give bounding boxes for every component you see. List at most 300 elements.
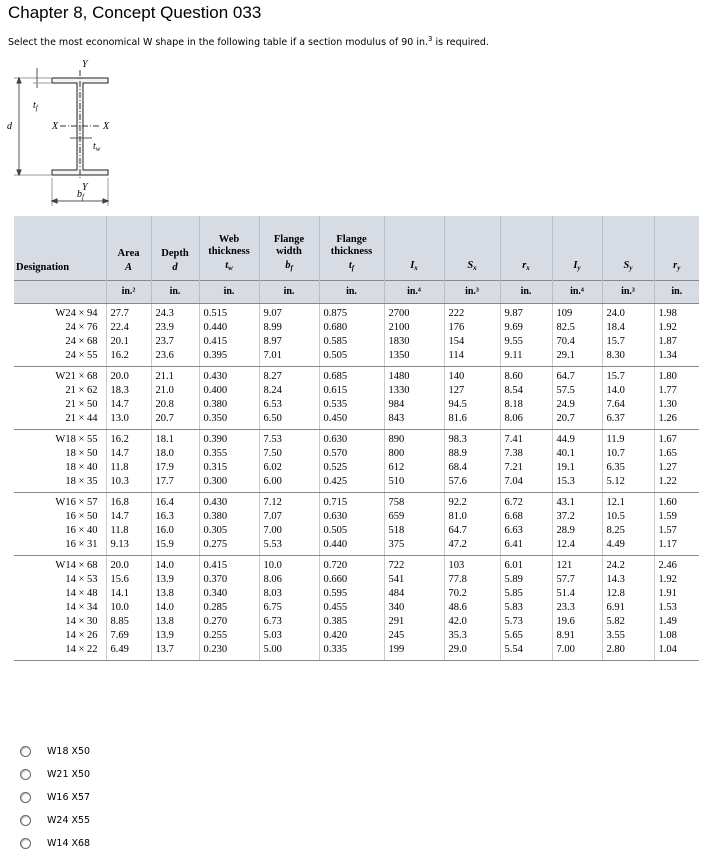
value-cell: 16.0 [151,524,199,538]
value-cell: 7.41 [500,430,552,448]
question-title: Chapter 8, Concept Question 033 [8,3,262,22]
value-cell: 109 [552,304,602,322]
designation-cell: W21 × 68 [55,371,98,382]
value-cell: 11.9 [602,430,654,448]
unit-cell: in.³ [444,281,500,304]
value-cell: 16.2 [106,349,151,367]
value-cell: 14.7 [106,447,151,461]
value-cell: 2100 [384,321,444,335]
table-row [14,304,699,322]
value-cell: 0.355 [199,447,259,461]
value-cell: 7.53 [259,430,319,448]
prompt-superscript: 3 [428,35,433,43]
bf-label: $b_f$ [77,189,84,201]
value-cell: 82.5 [552,321,602,335]
value-cell: 68.4 [444,461,500,475]
designation-cell: W14 × 68 [55,560,98,571]
column-header: Depth d [151,216,199,281]
value-cell: 6.35 [602,461,654,475]
value-cell: 44.9 [552,430,602,448]
value-cell: 5.85 [500,587,552,601]
value-cell: 8.06 [500,412,552,430]
value-cell: 98.3 [444,430,500,448]
value-cell: 19.6 [552,615,602,629]
value-cell: 1.98 [654,304,699,322]
value-cell: 64.7 [552,367,602,385]
table-row [14,510,699,524]
value-cell: 0.450 [319,412,384,430]
designation-cell: 21 × 50 [65,399,98,410]
value-cell: 8.18 [500,398,552,412]
column-header: $S_x$ [444,216,500,281]
value-cell: 0.370 [199,573,259,587]
value-cell: 51.4 [552,587,602,601]
table-row [14,430,699,448]
value-cell: 1.08 [654,629,699,643]
value-cell: 0.505 [319,349,384,367]
value-cell: 0.720 [319,556,384,574]
value-cell: 6.01 [500,556,552,574]
value-cell: 23.7 [151,335,199,349]
value-cell: 0.415 [199,335,259,349]
value-cell: 8.27 [259,367,319,385]
value-cell: 15.7 [602,335,654,349]
value-cell: 1.67 [654,430,699,448]
answer-option[interactable] [20,809,90,832]
value-cell: 1.04 [654,643,699,661]
unit-cell: in.⁴ [552,281,602,304]
value-cell: 114 [444,349,500,367]
value-cell: 12.4 [552,538,602,556]
question-prompt [8,35,489,48]
radio-button[interactable] [20,815,31,826]
value-cell: 0.300 [199,475,259,493]
value-cell: 0.275 [199,538,259,556]
table-row [14,615,699,629]
table-row [14,643,699,661]
value-cell: 16.4 [151,493,199,511]
value-cell: 758 [384,493,444,511]
value-cell: 1.59 [654,510,699,524]
value-cell: 8.85 [106,615,151,629]
value-cell: 7.12 [259,493,319,511]
table-row [14,335,699,349]
value-cell: 127 [444,384,500,398]
value-cell: 8.06 [259,573,319,587]
value-cell: 5.65 [500,629,552,643]
value-cell: 13.8 [151,587,199,601]
value-cell: 15.6 [106,573,151,587]
value-cell: 9.69 [500,321,552,335]
column-header: Flange width $b_f$ [259,216,319,281]
table-row [14,384,699,398]
designation-cell: 16 × 40 [65,525,98,536]
value-cell: 42.0 [444,615,500,629]
value-cell: 8.99 [259,321,319,335]
value-cell: 2700 [384,304,444,322]
value-cell: 6.50 [259,412,319,430]
value-cell: 57.5 [552,384,602,398]
value-cell: 0.270 [199,615,259,629]
value-cell: 8.60 [500,367,552,385]
radio-button[interactable] [20,838,31,849]
value-cell: 16.2 [106,430,151,448]
value-cell: 88.9 [444,447,500,461]
unit-cell: in. [199,281,259,304]
value-cell: 5.73 [500,615,552,629]
value-cell: 984 [384,398,444,412]
value-cell: 20.1 [106,335,151,349]
value-cell: 7.50 [259,447,319,461]
value-cell: 0.630 [319,510,384,524]
table-row [14,573,699,587]
value-cell: 5.54 [500,643,552,661]
designation-cell: 14 × 48 [65,588,98,599]
column-header: $r_y$ [654,216,699,281]
value-cell: 1.17 [654,538,699,556]
value-cell: 13.8 [151,615,199,629]
w-shape-properties-table [14,216,699,712]
table-row [14,321,699,335]
value-cell: 6.73 [259,615,319,629]
value-cell: 800 [384,447,444,461]
value-cell: 659 [384,510,444,524]
value-cell: 0.585 [319,335,384,349]
value-cell: 10.5 [602,510,654,524]
value-cell: 1.57 [654,524,699,538]
value-cell: 16.8 [106,493,151,511]
designation-cell: 14 × 30 [65,616,98,627]
value-cell: 0.305 [199,524,259,538]
unit-cell: in. [654,281,699,304]
value-cell: 0.315 [199,461,259,475]
unit-cell: in.³ [602,281,654,304]
value-cell: 14.3 [602,573,654,587]
value-cell: 245 [384,629,444,643]
column-header: Flange thickness $t_f$ [319,216,384,281]
value-cell: 70.4 [552,335,602,349]
value-cell: 7.69 [106,629,151,643]
value-cell: 14.1 [106,587,151,601]
unit-cell [14,281,106,304]
designation-cell: 21 × 44 [14,412,106,430]
value-cell: 14.0 [151,601,199,615]
value-cell: 0.380 [199,398,259,412]
value-cell: 7.01 [259,349,319,367]
value-cell: 140 [444,367,500,385]
value-cell: 15.9 [151,538,199,556]
option-label: W21 X50 [47,769,91,780]
value-cell: 14.0 [602,384,654,398]
value-cell: 0.425 [319,475,384,493]
table-row [14,447,699,461]
table-body [14,281,699,661]
value-cell: 7.64 [602,398,654,412]
value-cell: 14.7 [106,398,151,412]
column-header: $I_y$ [552,216,602,281]
value-cell: 19.1 [552,461,602,475]
d-label: d [7,121,12,132]
value-cell: 23.6 [151,349,199,367]
value-cell: 0.335 [319,643,384,661]
value-cell: 11.8 [106,524,151,538]
value-cell: 1330 [384,384,444,398]
designation-cell: 18 × 40 [65,462,98,473]
value-cell: 0.350 [199,412,259,430]
value-cell: 6.75 [259,601,319,615]
column-header: Web thickness $t_w$ [199,216,259,281]
designation-cell: 14 × 53 [65,574,98,585]
radio-button[interactable] [20,792,31,803]
value-cell: 81.6 [444,412,500,430]
designation-cell: 16 × 50 [65,511,98,522]
value-cell: 8.03 [259,587,319,601]
value-cell: 21.1 [151,367,199,385]
value-cell: 28.9 [552,524,602,538]
value-cell: 0.420 [319,629,384,643]
radio-button[interactable] [20,746,31,757]
value-cell: 0.415 [199,556,259,574]
value-cell: 1.80 [654,367,699,385]
value-cell: 10.3 [106,475,151,493]
value-cell: 21.0 [151,384,199,398]
value-cell: 0.875 [319,304,384,322]
value-cell: 0.515 [199,304,259,322]
value-cell: 0.380 [199,510,259,524]
value-cell: 14.7 [106,510,151,524]
table-row [14,587,699,601]
prompt-text: Select the most economical W shape in the following table if a section modulus of 90 in. [8,37,428,49]
value-cell: 7.00 [552,643,602,661]
value-cell: 24.3 [151,304,199,322]
value-cell: 10.0 [259,556,319,574]
value-cell: 57.7 [552,573,602,587]
units-row [14,281,699,304]
value-cell: 20.7 [552,412,602,430]
value-cell: 13.7 [151,643,199,661]
value-cell: 8.30 [602,349,654,367]
value-cell: 18.3 [106,384,151,398]
answer-option[interactable] [20,740,90,763]
value-cell: 20.8 [151,398,199,412]
value-cell: 6.68 [500,510,552,524]
value-cell: 890 [384,430,444,448]
value-cell: 6.72 [500,493,552,511]
value-cell: 1.92 [654,321,699,335]
w-shape-cross-section-figure [0,58,140,210]
value-cell: 70.2 [444,587,500,601]
value-cell: 0.570 [319,447,384,461]
designation-cell: W16 × 57 [55,497,98,508]
value-cell: 291 [384,615,444,629]
value-cell: 18.0 [151,447,199,461]
x-label-right: X [103,121,110,132]
value-cell: 13.0 [106,412,151,430]
value-cell: 2.46 [654,556,699,574]
value-cell: 1.26 [654,412,699,430]
unit-cell: in. [151,281,199,304]
table-row [14,367,699,385]
value-cell: 7.38 [500,447,552,461]
value-cell: 5.00 [259,643,319,661]
value-cell: 13.9 [151,573,199,587]
value-cell: 1480 [384,367,444,385]
value-cell: 0.395 [199,349,259,367]
answer-option[interactable] [20,832,90,855]
value-cell: 0.230 [199,643,259,661]
answer-options [20,740,90,855]
value-cell: 29.0 [444,643,500,661]
value-cell: 81.0 [444,510,500,524]
value-cell: 10.0 [106,601,151,615]
value-cell: 18.4 [602,321,654,335]
table-row [14,398,699,412]
option-label: W16 X57 [47,792,91,803]
value-cell: 77.8 [444,573,500,587]
value-cell: 176 [444,321,500,335]
value-cell: 612 [384,461,444,475]
value-cell: 6.53 [259,398,319,412]
value-cell: 14.0 [151,556,199,574]
option-label: W24 X55 [47,815,91,826]
value-cell: 37.2 [552,510,602,524]
value-cell: 20.0 [106,556,151,574]
header-row [14,216,699,281]
value-cell: 0.400 [199,384,259,398]
value-cell: 24.2 [602,556,654,574]
value-cell: 7.00 [259,524,319,538]
value-cell: 13.9 [151,629,199,643]
value-cell: 0.255 [199,629,259,643]
value-cell: 18.1 [151,430,199,448]
table-row [14,556,699,574]
value-cell: 0.535 [319,398,384,412]
value-cell: 6.63 [500,524,552,538]
column-header: $r_x$ [500,216,552,281]
value-cell: 7.04 [500,475,552,493]
value-cell: 0.430 [199,493,259,511]
tf-label: $t_f$ [33,100,38,112]
designation-cell: 24 × 68 [65,336,98,347]
value-cell: 340 [384,601,444,615]
value-cell: 843 [384,412,444,430]
value-cell: 6.49 [106,643,151,661]
designation-cell: 18 × 50 [65,448,98,459]
designation-cell: 24 × 55 [14,349,106,367]
value-cell: 27.7 [106,304,151,322]
value-cell: 0.285 [199,601,259,615]
value-cell: 1.34 [654,349,699,367]
x-label-left: X [52,121,59,132]
value-cell: 0.340 [199,587,259,601]
value-cell: 9.55 [500,335,552,349]
value-cell: 0.525 [319,461,384,475]
radio-button[interactable] [20,769,31,780]
value-cell: 0.440 [319,538,384,556]
value-cell: 199 [384,643,444,661]
value-cell: 510 [384,475,444,493]
unit-cell: in. [259,281,319,304]
y-label-top: Y [82,59,88,70]
value-cell: 9.13 [106,538,151,556]
value-cell: 0.680 [319,321,384,335]
table-row [14,349,699,367]
value-cell: 5.83 [500,601,552,615]
value-cell: 1.53 [654,601,699,615]
value-cell: 16.3 [151,510,199,524]
table-row [14,601,699,615]
answer-option[interactable] [20,763,90,786]
value-cell: 8.24 [259,384,319,398]
value-cell: 1.87 [654,335,699,349]
value-cell: 94.5 [444,398,500,412]
value-cell: 0.455 [319,601,384,615]
designation-cell: W18 × 55 [55,434,98,445]
value-cell: 1.22 [654,475,699,493]
value-cell: 43.1 [552,493,602,511]
value-cell: 518 [384,524,444,538]
value-cell: 23.9 [151,321,199,335]
value-cell: 5.03 [259,629,319,643]
value-cell: 0.430 [199,367,259,385]
value-cell: 6.41 [500,538,552,556]
value-cell: 722 [384,556,444,574]
option-label: W18 X50 [47,746,91,757]
value-cell: 1830 [384,335,444,349]
value-cell: 1.65 [654,447,699,461]
value-cell: 8.54 [500,384,552,398]
value-cell: 222 [444,304,500,322]
value-cell: 29.1 [552,349,602,367]
value-cell: 6.37 [602,412,654,430]
y-label-bottom: Y [82,182,88,193]
value-cell: 57.6 [444,475,500,493]
value-cell: 375 [384,538,444,556]
value-cell: 1.91 [654,587,699,601]
value-cell: 7.07 [259,510,319,524]
value-cell: 154 [444,335,500,349]
value-cell: 1.49 [654,615,699,629]
value-cell: 484 [384,587,444,601]
value-cell: 35.3 [444,629,500,643]
designation-cell: 14 × 34 [65,602,98,613]
value-cell: 12.8 [602,587,654,601]
value-cell: 17.7 [151,475,199,493]
unit-cell: in. [500,281,552,304]
value-cell: 0.505 [319,524,384,538]
answer-option[interactable] [20,786,90,809]
value-cell: 23.3 [552,601,602,615]
value-cell: 8.25 [602,524,654,538]
value-cell: 2.80 [602,643,654,661]
value-cell: 6.00 [259,475,319,493]
designation-cell: 24 × 76 [65,322,98,333]
value-cell: 5.53 [259,538,319,556]
column-header: $I_x$ [384,216,444,281]
column-header: Area A [106,216,151,281]
value-cell: 9.87 [500,304,552,322]
value-cell: 0.630 [319,430,384,448]
value-cell: 20.0 [106,367,151,385]
value-cell: 5.89 [500,573,552,587]
value-cell: 1.92 [654,573,699,587]
value-cell: 17.9 [151,461,199,475]
value-cell: 22.4 [106,321,151,335]
value-cell: 0.715 [319,493,384,511]
value-cell: 6.02 [259,461,319,475]
value-cell: 9.07 [259,304,319,322]
table-row [14,493,699,511]
